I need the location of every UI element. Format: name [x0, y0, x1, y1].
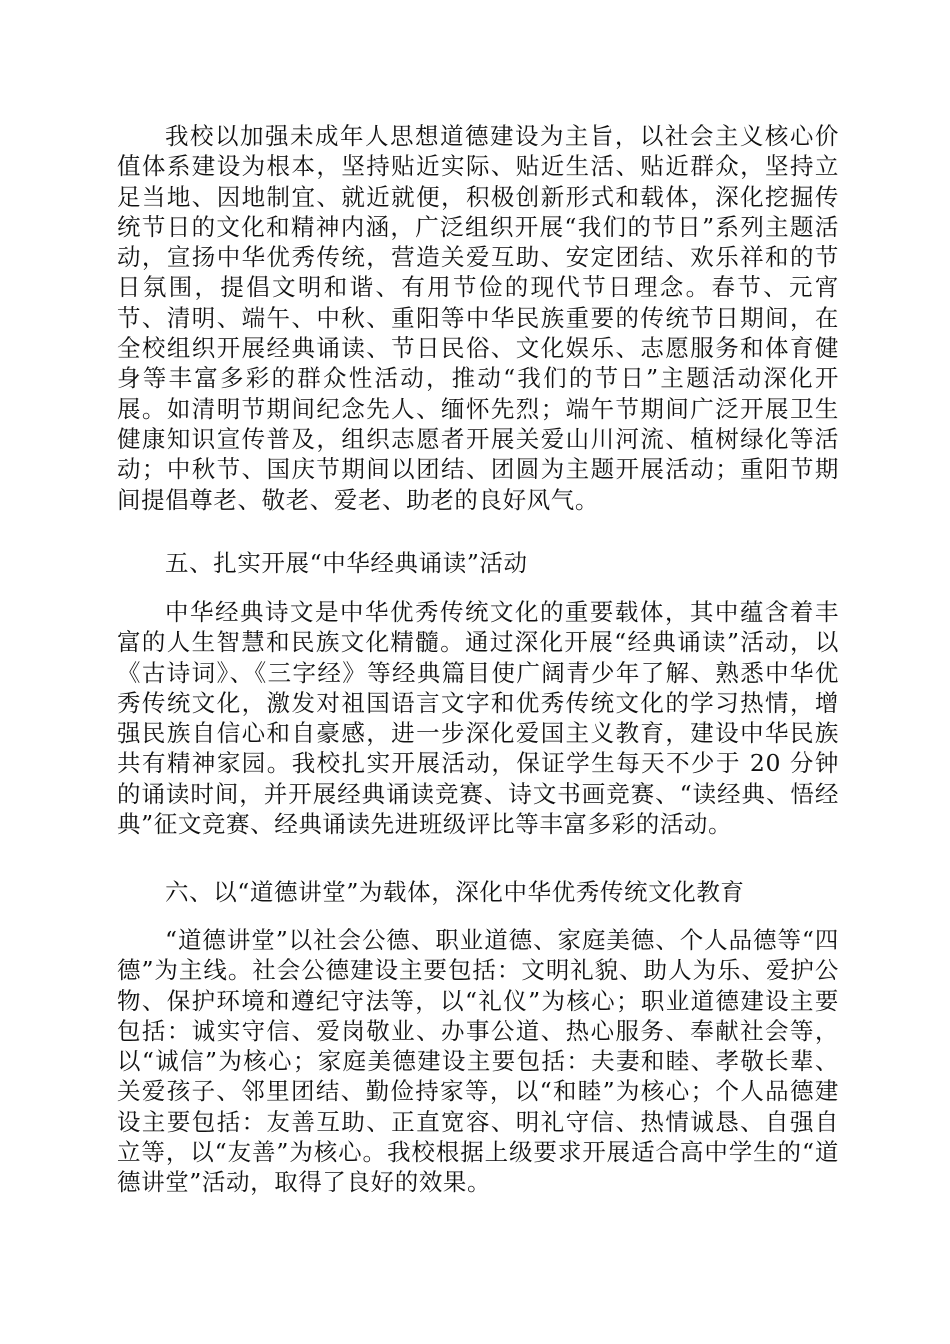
heading-text: 六、以“道德讲堂”为载体，深化中华优秀传统文化教育	[165, 878, 745, 906]
paragraph-text: 中华经典诗文是中华优秀传统文化的重要载体，其中蕴含着丰富的人生智慧和民族文化精髓。通过深化开展“经典诵读”活动，以《古诗词》、《三字经》等经典篇目使广阔青少年了解、熟悉中华优秀传统文化，激发对祖国语言文字和优秀传统文化的学习热情，增强民族自信心和自豪感，进一步深化爱国主义教育，建设中华民族共有精神家园。我校扎实开展活动，保证学生每天不少于 20 分钟的诵读时间，并开展经典诵读竞赛、诗文书画竞赛、“读经典、悟经典”征文竞赛、经典诵读先进班级评比等丰富多彩的活动。	[117, 598, 839, 839]
section-heading-6	[117, 877, 839, 907]
paragraph-text: “道德讲堂”以社会公德、职业道德、家庭美德、个人品德等“四德”为主线。社会公德建设主要包括：文明礼貌、助人为乐、爱护公物、保护环境和遵纪守法等，以“礼仪”为核心；职业道德建设主要包括：诚实守信、爱岗敬业、办事公道、热心服务、奉献社会等，以“诚信”为核心；家庭美德建设主要包括：夫妻和睦、孝敬长辈、关爱孩子、邻里团结、勤俭持家等，以“和睦”为核心；个人品德建设主要包括：友善互助、正直宽容、明礼守信、热情诚恳、自强自立等，以“友善”为核心。我校根据上级要求开展适合高中学生的“道德讲堂”活动，取得了良好的效果。	[117, 926, 839, 1197]
paragraph-classic-reading	[117, 597, 839, 839]
heading-text: 五、扎实开展“中华经典诵读”活动	[165, 549, 528, 577]
paragraph-festival-activities	[117, 121, 839, 515]
section-heading-5	[117, 548, 839, 578]
paragraph-text: 我校以加强未成年人思想道德建设为主旨，以社会主义核心价值体系建设为根本，坚持贴近实际、贴近生活、贴近群众，坚持立足当地、因地制宜、就近就便，积极创新形式和载体，深化挖掘传统节日的文化和精神内涵，广泛组织开展“我们的节日”系列主题活动，宣扬中华优秀传统，营造关爱互助、安定团结、欢乐祥和的节日氛围，提倡文明和谐、有用节俭的现代节日理念。春节、元宵节、清明、端午、中秋、重阳等中华民族重要的传统节日期间，在全校组织开展经典诵读、节日民俗、文化娱乐、志愿服务和体育健身等丰富多彩的群众性活动，推动“我们的节日”主题活动深化开展。如清明节期间纪念先人、缅怀先烈；端午节期间广泛开展卫生健康知识宣传普及，组织志愿者开展关爱山川河流、植树绿化等活动；中秋节、国庆节期间以团结、团圆为主题开展活动；重阳节期间提倡尊老、敬老、爱老、助老的良好风气。	[117, 122, 839, 514]
paragraph-moral-lecture	[117, 925, 839, 1198]
